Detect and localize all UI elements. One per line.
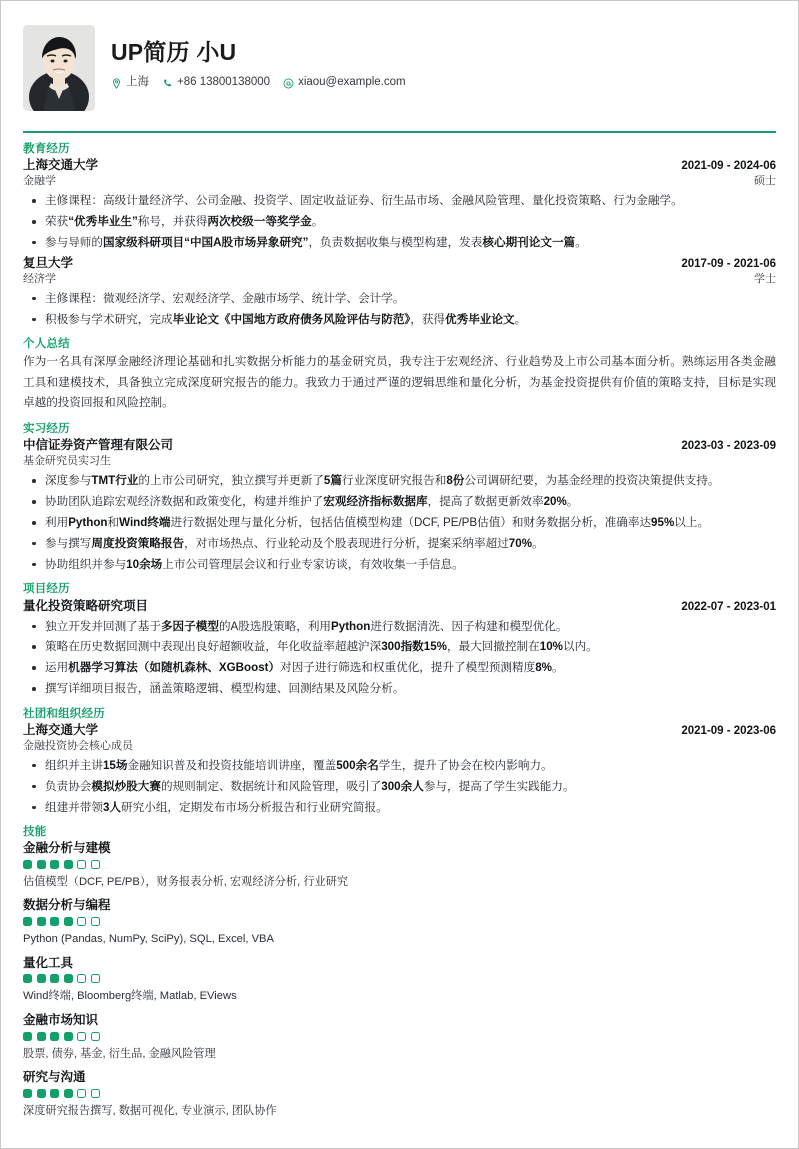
entry-bullet-list [23, 757, 776, 816]
entry-role: 金融学 [23, 175, 56, 188]
entry-organization: 量化投资策略研究项目 [23, 598, 149, 613]
entry-bullet-list [23, 618, 776, 698]
contact-list [111, 77, 412, 89]
section-title: 项目经历 [23, 583, 70, 596]
bullet-item: 组织并主讲15场金融知识普及和投资技能培训讲座，覆盖500余名学生，提升了协会在校内影响力。 [23, 757, 776, 774]
skill-dot-filled [64, 917, 73, 926]
summary-text: 作为一名具有深厚金融经济理论基础和扎实数据分析能力的基金研究员，我专注于宏观经济、行业趋势及上市公司基本面分析。熟练运用各类金融工具和建模技术，具备独立完成深度研究报告的能力。我致力于通过严谨的逻辑思维和量化分析，为基金投资提供有价值的策略支持，目标是实现卓越的投资回报和风险控制。 [23, 355, 776, 409]
contact-email [283, 77, 406, 89]
skill-item [23, 1069, 776, 1119]
skill-level-dots [23, 974, 776, 983]
entry-header [23, 255, 776, 272]
section-title: 社团和组织经历 [23, 707, 105, 720]
bullet-item: 参与撰写周度投资策略报告，对市场热点、行业轮动及个股表现进行分析，提案采纳率超过70%。 [23, 535, 776, 552]
skill-item [23, 840, 776, 890]
skill-name: 金融市场知识 [23, 1012, 99, 1027]
skill-dot-filled [50, 1032, 59, 1041]
entry-subheader [23, 454, 776, 469]
entry-degree: 硕士 [754, 175, 776, 188]
entry-subheader [23, 174, 776, 189]
bullet-item: 深度参与TMT行业的上市公司研究，独立撰写并更新了5篇行业深度研究报告和8份公司调研纪要，为基金经理的投资决策提供支持。 [23, 472, 776, 489]
skill-dot-empty [77, 1032, 86, 1041]
bullet-item: 策略在历史数据回测中表现出良好超额收益，年化收益率超越沪深300指数15%，最大回撤控制在10%以内。 [23, 638, 776, 655]
section-1 [23, 337, 776, 413]
entry-bullet-list [23, 472, 776, 573]
skill-dot-filled [50, 974, 59, 983]
skill-dot-filled [23, 917, 32, 926]
skill-level-dots [23, 860, 776, 869]
skill-item [23, 1012, 776, 1062]
entry-role: 金融投资协会核心成员 [23, 739, 133, 752]
bullet-item: 协助组织并参与10余场上市公司管理层会议和行业专家访谈，有效收集一手信息。 [23, 556, 776, 573]
avatar [23, 25, 95, 111]
skill-dot-empty [91, 974, 100, 983]
entry-subheader [23, 272, 776, 287]
section-2 [23, 422, 776, 573]
entry-dates: 2023-03 - 2023-09 [681, 440, 776, 453]
entry-subheader [23, 739, 776, 754]
section-title: 实习经历 [23, 423, 70, 436]
resume-header [23, 25, 776, 117]
contact-location [111, 77, 149, 89]
skill-dot-filled [37, 1089, 46, 1098]
entry-dates: 2017-09 - 2021-06 [681, 257, 776, 270]
skill-dot-filled [64, 860, 73, 869]
skill-dot-empty [91, 1089, 100, 1098]
entry-header [23, 598, 776, 615]
skill-dot-empty [77, 917, 86, 926]
bullet-item: 主修课程：高级计量经济学、公司金融、投资学、固定收益证券、衍生品市场、金融风险管理、量化投资策略、行为金融学。 [23, 192, 776, 209]
bullet-item: 协助团队追踪宏观经济数据和政策变化，构建并维护了宏观经济指标数据库，提高了数据更新效率20%。 [23, 493, 776, 510]
location-pin-icon [111, 78, 122, 89]
contact-email-text: xiaou@example.com [298, 76, 406, 89]
bullet-item: 组建并带领3人研究小组，定期发布市场分析报告和行业研究简报。 [23, 799, 776, 816]
entry-organization: 中信证券资产管理有限公司 [23, 438, 174, 453]
bullet-item: 利用Python和Wind终端进行数据处理与量化分析，包括估值模型构建（DCF, PE/PB估值）和财务数据分析，准确率达95%以上。 [23, 514, 776, 531]
skill-dot-filled [23, 974, 32, 983]
bullet-item: 运用机器学习算法（如随机森林、XGBoost）对因子进行筛选和权重优化，提升了模型预测精度8%。 [23, 659, 776, 676]
entry-header [23, 722, 776, 739]
skill-dot-filled [64, 974, 73, 983]
entry-degree: 学士 [754, 272, 776, 285]
entry-organization: 复旦大学 [23, 255, 74, 270]
resume-sections [23, 142, 776, 1119]
skill-dot-empty [77, 860, 86, 869]
entry-organization: 上海交通大学 [23, 158, 99, 173]
skill-name: 研究与沟通 [23, 1069, 86, 1084]
skill-dot-filled [23, 860, 32, 869]
contact-location-text: 上海 [126, 76, 149, 89]
bullet-item: 荣获“优秀毕业生”称号，并获得两次校级一等奖学金。 [23, 213, 776, 230]
skill-dot-empty [91, 917, 100, 926]
section-0 [23, 142, 776, 328]
header-divider [23, 131, 776, 133]
skill-dot-empty [91, 1032, 100, 1041]
entry-bullet-list [23, 290, 776, 328]
section-title: 技能 [23, 825, 47, 838]
experience-entry [23, 598, 776, 698]
section-3 [23, 582, 776, 697]
section-title: 个人总结 [23, 337, 70, 350]
entry-header [23, 157, 776, 174]
entry-organization: 上海交通大学 [23, 722, 99, 737]
section-title: 教育经历 [23, 143, 70, 155]
experience-entry [23, 722, 776, 816]
experience-entry [23, 437, 776, 573]
entry-header [23, 437, 776, 454]
skill-dot-filled [23, 1089, 32, 1098]
skill-item [23, 897, 776, 947]
skill-dot-filled [64, 1089, 73, 1098]
email-at-icon [283, 78, 294, 89]
contact-phone [162, 77, 270, 89]
page-title: UP简历 小U [111, 39, 237, 65]
skill-dot-filled [50, 1089, 59, 1098]
skill-dot-empty [77, 1089, 86, 1098]
skill-dot-empty [91, 860, 100, 869]
bullet-item: 撰写详细项目报告，涵盖策略逻辑、模型构建、回测结果及风险分析。 [23, 680, 776, 697]
skill-item [23, 955, 776, 1005]
skill-dot-filled [37, 860, 46, 869]
skill-dot-filled [37, 974, 46, 983]
entry-dates: 2022-07 - 2023-01 [681, 600, 776, 613]
skill-name: 金融分析与建模 [23, 841, 111, 856]
entry-dates: 2021-09 - 2023-06 [681, 724, 776, 737]
entry-dates: 2021-09 - 2024-06 [681, 160, 776, 173]
skill-dot-empty [77, 974, 86, 983]
skill-level-dots [23, 1032, 776, 1041]
skill-detail: 深度研究报告撰写, 数据可视化, 专业演示, 团队协作 [23, 1104, 277, 1117]
skill-dot-filled [23, 1032, 32, 1041]
section-4 [23, 707, 776, 816]
skill-name: 量化工具 [23, 955, 74, 970]
bullet-item: 积极参与学术研究，完成毕业论文《中国地方政府债务风险评估与防范》，获得优秀毕业论文。 [23, 311, 776, 328]
contact-phone-text: +86 13800138000 [177, 76, 271, 89]
skill-name: 数据分析与编程 [23, 898, 111, 913]
skill-dot-filled [37, 917, 46, 926]
experience-entry [23, 157, 776, 251]
skill-dot-filled [64, 1032, 73, 1041]
skill-detail: Python (Pandas, NumPy, SciPy), SQL, Excel, VBA [23, 933, 274, 946]
entry-role: 基金研究员实习生 [23, 455, 111, 468]
skill-level-dots [23, 917, 776, 926]
skill-dot-filled [50, 917, 59, 926]
bullet-item: 独立开发并回测了基于多因子模型的A股选股策略，利用Python进行数据清洗、因子构建和模型优化。 [23, 618, 776, 635]
skill-detail: 估值模型（DCF, PE/PB），财务报表分析, 宏观经济分析, 行业研究 [23, 876, 349, 889]
bullet-item: 负责协会模拟炒股大赛的规则制定、数据统计和风险管理，吸引了300余人参与，提高了学生实践能力。 [23, 778, 776, 795]
header-text [111, 25, 412, 89]
skill-detail: Wind终端, Bloomberg终端, Matlab, EViews [23, 990, 237, 1003]
skill-dot-filled [50, 860, 59, 869]
bullet-item: 参与导师的国家级科研项目“中国A股市场异象研究”，负责数据收集与模型构建，发表核心期刊论文一篇。 [23, 234, 776, 251]
experience-entry [23, 255, 776, 328]
portrait-photo-icon [23, 25, 95, 111]
skill-level-dots [23, 1089, 776, 1098]
bullet-item: 主修课程：微观经济学、宏观经济学、金融市场学、统计学、会计学。 [23, 290, 776, 307]
entry-bullet-list [23, 192, 776, 251]
skill-detail: 股票, 债券, 基金, 衍生品, 金融风险管理 [23, 1047, 216, 1060]
section-5 [23, 825, 776, 1119]
entry-role: 经济学 [23, 272, 56, 285]
skill-dot-filled [37, 1032, 46, 1041]
phone-icon [162, 78, 173, 89]
